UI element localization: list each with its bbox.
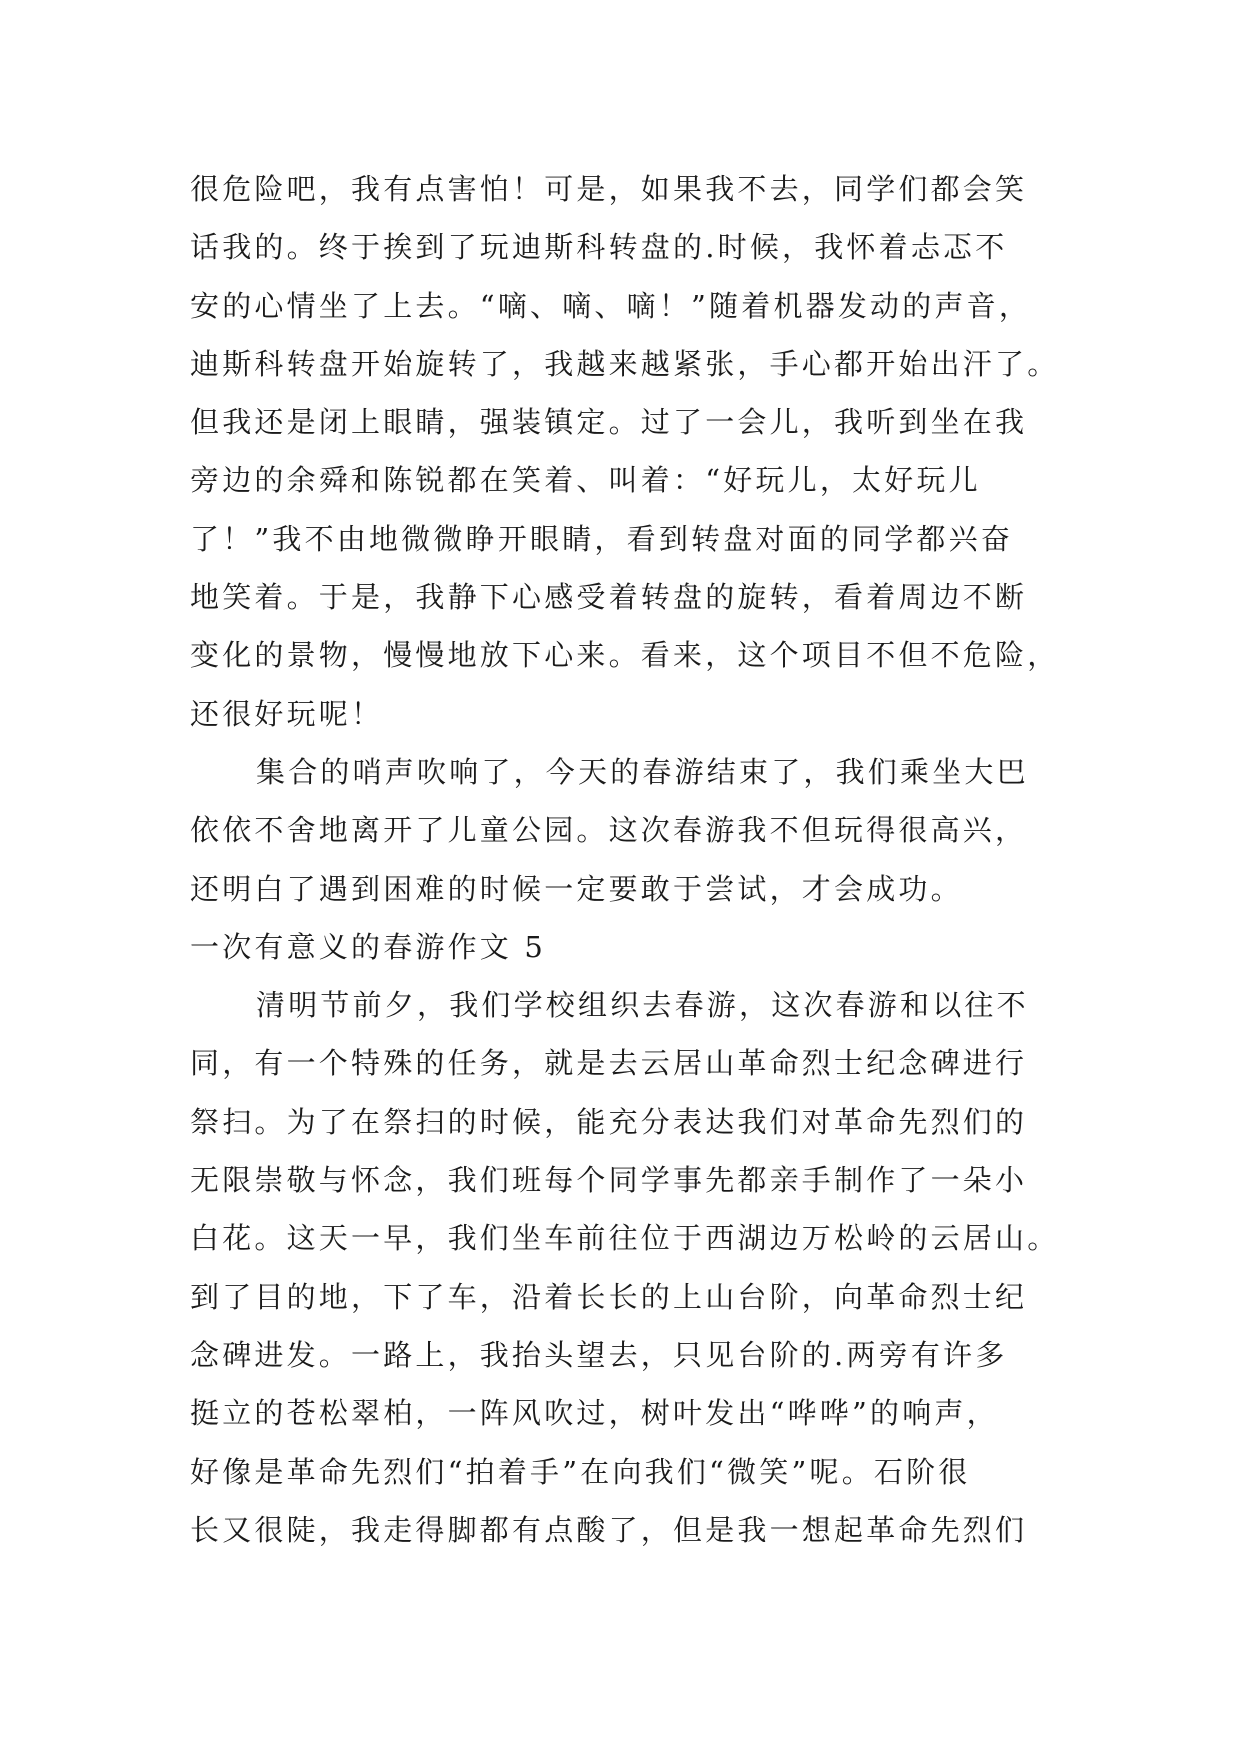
text-line: 同，有一个特殊的任务，就是去云居山革命烈士纪念碑进行 xyxy=(190,1046,1028,1081)
text-line: 了！”我不由地微微睁开眼睛，看到转盘对面的同学都兴奋 xyxy=(190,521,1014,556)
text-line: 旁边的余舜和陈锐都在笑着、叫着：“好玩儿，太好玩儿 xyxy=(190,463,981,498)
text-line: 到了目的地，下了车，沿着长长的上山台阶，向革命烈士纪 xyxy=(190,1279,1028,1314)
text-line: 挺立的苍松翠柏，一阵风吹过，树叶发出“哗哗”的响声， xyxy=(190,1396,999,1431)
text-line: 祭扫。为了在祭扫的时候，能充分表达我们对革命先烈们的 xyxy=(190,1104,1028,1139)
text-line: 话我的。终于挨到了玩迪斯科转盘的.时候，我怀着忐忑不 xyxy=(190,230,1008,265)
text-line: 还明白了遇到困难的时候一定要敢于尝试，才会成功。 xyxy=(190,871,963,906)
text-line: 安的心情坐了上去。“嘀、嘀、嘀！”随着机器发动的声音， xyxy=(190,288,1032,323)
text-line: 还很好玩呢！ xyxy=(190,696,384,731)
text-line: 但我还是闭上眼睛，强装镇定。过了一会儿，我听到坐在我 xyxy=(190,405,1028,440)
text-line: 很危险吧，我有点害怕！可是，如果我不去，同学们都会笑 xyxy=(190,172,1028,206)
document-body xyxy=(190,160,1065,1559)
text-line: 念碑进发。一路上，我抬头望去，只见台阶的.两旁有许多 xyxy=(190,1337,1008,1372)
text-line: 无限崇敬与怀念，我们班每个同学事先都亲手制作了一朵小 xyxy=(190,1163,1028,1198)
text-line: 好像是革命先烈们“拍着手”在向我们“微笑”呢。石阶很 xyxy=(190,1454,971,1489)
text-line: 长又很陡，我走得脚都有点酸了，但是我一想起革命先烈们 xyxy=(190,1512,1028,1547)
text-line: 白花。这天一早，我们坐车前往位于西湖边万松岭的云居山。 xyxy=(190,1221,1060,1256)
text-line: 地笑着。于是，我静下心感受着转盘的旋转，看着周边不断 xyxy=(190,580,1028,615)
text-line: 清明节前夕，我们学校组织去春游，这次春游和以往不 xyxy=(256,988,1029,1023)
text-line: 集合的哨声吹响了，今天的春游结束了，我们乘坐大巴 xyxy=(256,754,1029,789)
section-heading: 一次有意义的春游作文 5 xyxy=(190,929,547,964)
text-line: 变化的景物，慢慢地放下心来。看来，这个项目不但不危险， xyxy=(190,638,1060,673)
text-line: 依依不舍地离开了儿童公园。这次春游我不但玩得很高兴， xyxy=(190,813,1028,848)
text-line: 迪斯科转盘开始旋转了，我越来越紧张，手心都开始出汗了。 xyxy=(190,346,1060,381)
